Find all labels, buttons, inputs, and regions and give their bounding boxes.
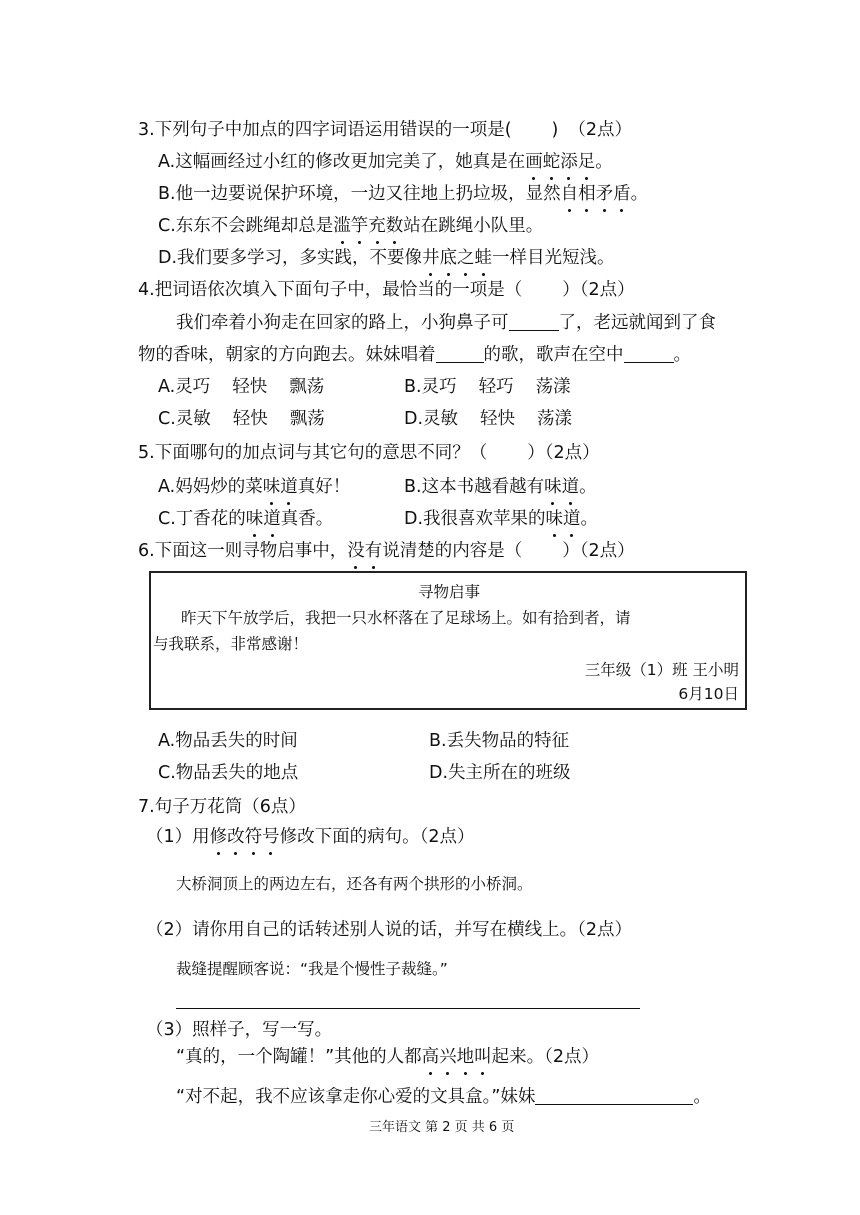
dotted-word: 高兴地叫 [421,1047,492,1067]
option-text: C.东东不会跳绳却总是 [158,216,334,236]
q4-passage-line-1 [176,311,716,335]
dotted-word: 没有 [347,541,383,561]
q7-part-3-title: （3）照样子，写一写。 [146,1020,333,1040]
page-footer: 三年语文 第 2 页 共 6 页 [369,1120,515,1135]
option-word: 荡漾 [535,377,571,397]
passage-text: 物的香味，朝家的方向跑去。妹妹唱着 [138,345,436,365]
q5-option-a [158,475,350,499]
option-text: 一样目光短浅。 [492,248,615,268]
option-text: 站在跳绳小队里。 [403,216,544,236]
option-text: A.妈妈炒的菜 [158,477,263,497]
q3-option-d [158,246,615,270]
q3-stem-text: 3.下列句子中加点的四字词语运用错误的一项是( [138,120,512,140]
dotted-word: 井底之蛙 [422,248,493,268]
q7-p3-task [176,1085,711,1109]
fill-blank [436,344,484,363]
q5-points: （2点） [544,443,600,463]
q4-stem-text: 4.把词语依次填入下面句子中，最恰当的一项是（ [138,280,523,300]
option-word: 轻快 [232,409,268,429]
option-text: B.这本书越看越有 [404,477,545,497]
q6-stem-close: ） [562,541,580,561]
task-text: “对不起，我不应该拿走你心爱的文具盒。”妹妹 [176,1087,536,1107]
q4-option-a [158,375,324,399]
q5-stem [138,441,600,465]
q6-points: （2点） [579,541,635,561]
passage-text: 了，老远就闻到了食 [558,313,716,333]
q7-part-1 [146,825,475,849]
notice-body-line-2: 与我联系，非常感谢！ [153,635,309,653]
q7-p3-example [176,1045,599,1069]
q5-option-c [158,507,333,531]
q6-stem [138,539,635,563]
q7-p1-sentence: 大桥洞顶上的两边左右，还各有两个拱形的小桥洞。 [176,875,533,893]
answer-line[interactable] [176,1008,640,1009]
option-word: 轻巧 [478,377,514,397]
q6-stem-text: 6.下面这一则寻物启事中， [138,541,348,561]
q3-points: （2点） [568,120,632,140]
option-text: D.我们要多学习，多实践，不要像 [158,248,423,268]
notice-date: 6月10日 [678,685,739,703]
option-text: 。 [595,152,613,172]
q7-p2-quote: 裁缝提醒顾客说：“我是个慢性子裁缝。” [176,960,448,978]
option-word: 飘荡 [289,409,325,429]
q5-stem-text: 5.下面哪句的加点词与其它句的意思不同？（ [138,443,488,463]
dotted-word: 画蛇添足 [525,152,596,172]
option-text: A.这幅画经过小红的修改更加完美了，她真是在 [158,152,526,172]
option-word: B.灵巧 [404,377,457,397]
q6-stem-text: 说清楚的内容是（ [382,541,523,561]
q6-option-b: B.丢失物品的特征 [429,731,570,751]
dotted-word: 修改符号 [209,827,280,847]
option-text: B.他一边要说保护环境，一边又往地上扔垃圾，显然 [158,184,561,204]
passage-text: 我们牵着小狗走在回家的路上，小狗鼻子可 [176,313,509,333]
q4-option-c [158,407,325,431]
task-text: 。 [693,1087,711,1107]
q5-stem-close: ） [527,443,545,463]
option-word: 飘荡 [289,377,325,397]
q4-option-d [404,407,572,431]
q7-part-2: （2）请你用自己的话转述别人说的话，并写在横线上。（2点） [146,920,633,940]
fill-blank[interactable] [535,1086,693,1105]
option-text: 。 [630,184,649,204]
dotted-word: 味道 [262,477,298,497]
option-text: 真香。 [280,509,334,529]
q6-option-d: D.失主所在的班级 [429,763,571,783]
option-word: C.灵敏 [158,409,211,429]
option-word: 轻快 [480,409,516,429]
dotted-word: 味道 [245,509,281,529]
dotted-word: 味道 [545,509,581,529]
passage-text: 的歌，歌声在空中 [483,345,624,365]
option-word: A.灵巧 [158,377,211,397]
option-word: 荡漾 [537,409,573,429]
q4-points: （2点） [579,280,635,300]
example-text: “真的，一个陶罐！”其他的人都 [176,1047,422,1067]
q7-p1-text: （1）用 [146,827,210,847]
option-text: 真好！ [297,477,351,497]
dotted-word: 滥竽充数 [333,216,404,236]
option-text: C.丁香花的 [158,509,246,529]
option-text: 。 [580,509,599,529]
q4-stem [138,278,635,302]
q5-option-d [404,507,598,531]
q3-stem-close: ) [551,120,559,140]
example-text: 起来。（2点） [491,1047,600,1067]
dotted-word: 味道 [544,477,580,497]
notice-title: 寻物启事 [418,583,481,601]
notice-signature: 三年级（1）班 王小明 [584,661,739,679]
q4-passage-line-2 [138,343,691,367]
q3-option-c [158,214,543,238]
q3-stem [138,118,632,142]
lost-item-notice-box [149,571,747,710]
q6-option-c: C.物品丢失的地点 [158,763,299,783]
notice-body-line-1: 昨天下午放学后，我把一只水杯落在了足球场上。如有拾到者，请 [181,609,631,627]
q4-stem-close: ） [562,280,580,300]
q4-option-b [404,375,571,399]
q7-p1-text: 修改下面的病句。（2点） [279,827,475,847]
option-text: D.我很喜欢苹果的 [404,509,546,529]
option-text: 。 [579,477,597,497]
option-word: 轻快 [232,377,268,397]
passage-text: 。 [673,345,691,365]
fill-blank [624,344,674,363]
dotted-word: 自相矛盾 [560,184,631,204]
q6-option-a: A.物品丢失的时间 [158,731,298,751]
fill-blank [509,312,559,331]
q5-option-b [404,475,597,499]
q3-option-a [158,150,613,174]
q3-option-b [158,182,648,206]
q7-title: 7.句子万花筒（6点） [138,797,306,817]
option-word: D.灵敏 [404,409,459,429]
